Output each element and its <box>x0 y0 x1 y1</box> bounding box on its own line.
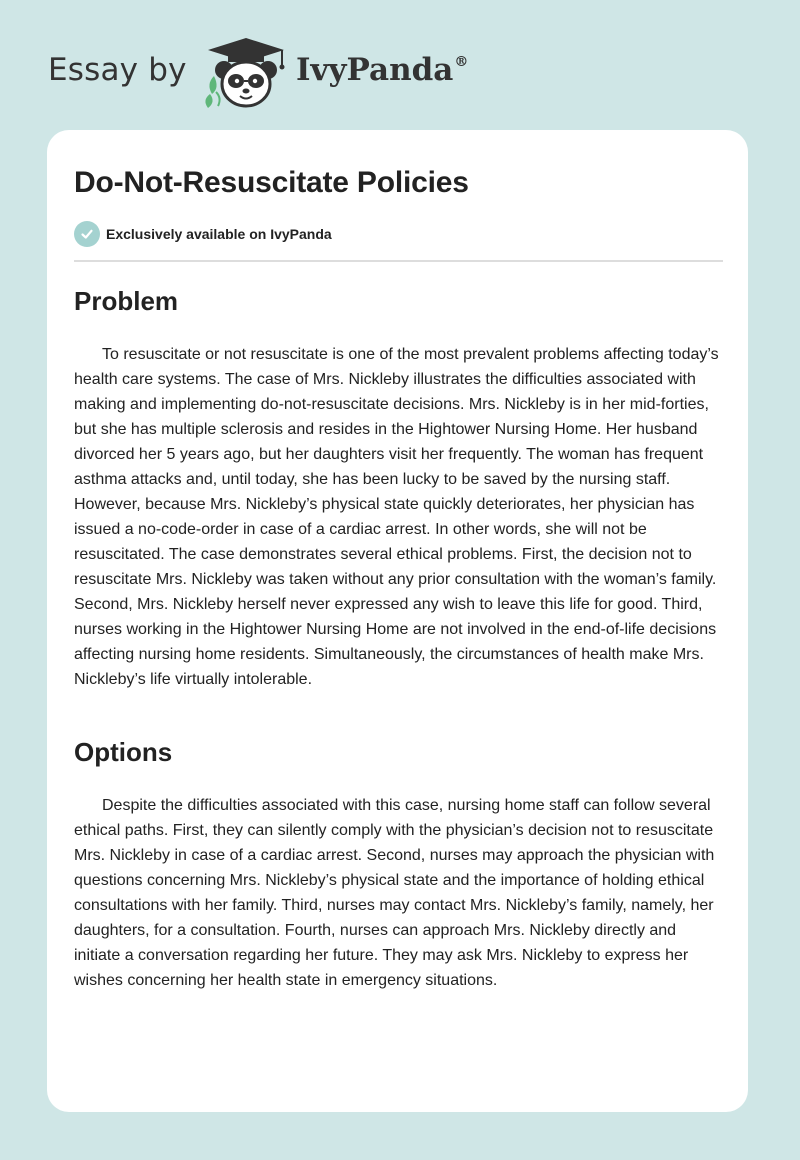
registered-mark: ® <box>454 54 469 70</box>
panda-graduate-icon[interactable] <box>200 36 292 110</box>
brand-header <box>48 36 568 110</box>
section-heading-problem: Problem <box>74 286 179 316</box>
section-heading-options: Options <box>74 737 173 767</box>
exclusive-badge-text: Exclusively available on IvyPanda <box>106 226 332 242</box>
brand-name[interactable] <box>296 52 468 88</box>
section-paragraph-options: Despite the difficulties associated with this case, nursing home staff can follow several ethical paths. First, they can silently comply with the physician’s decision not to resuscitate Mrs. Nickleby in case of a cardiac arrest. Second, nurses may approach the physician with questions concerning Mrs. Nickleby’s physical state and the importance of holding ethical consultations with her family. Third, nurses may contact Mrs. Nickleby’s family, namely, her daughters, for a consultation. Fourth, nurses can approach Mrs. Nickleby directly and initiate a conversation regarding her future. They may ask Mrs. Nickleby to express her wishes concerning her health state in emergency situations. <box>74 797 715 989</box>
section-paragraph-problem: To resuscitate or not resuscitate is one of the most prevalent problems affecting today’s health care systems. The case of Mrs. Nickleby illustrates the difficulties associated with making and implementing do-not-resuscitate decisions. Mrs. Nickleby is in her mid-forties, but she has multiple sclerosis and resides in the Hightower Nursing Home. Her husband divorced her 5 years ago, but her daughters visit her frequently. The woman has frequent asthma attacks and, until today, she has been lucky to be saved by the nursing staff. However, because Mrs. Nickleby’s physical state quickly deteriorates, her physician has issued a no-code-order in case of a cardiac arrest. In other words, she will not be resuscitated. The case demonstrates several ethical problems. First, the decision not to resuscitate Mrs. Nickleby was taken without any prior consultation with the woman’s family. Second, Mrs. Nickleby herself never expressed any wish to leave this life for good. Third, nurses working in the Hightower Nursing Home are not involved in the end-of-life decisions affecting nursing home residents. Simultaneously, the circumstances of health make Mrs. Nickleby’s life virtually intolerable. <box>74 346 719 688</box>
essay-card <box>47 130 748 1112</box>
check-icon <box>74 221 100 247</box>
brand-name-text: IvyPanda <box>296 52 454 88</box>
exclusive-badge <box>74 221 332 247</box>
brand-prefix: Essay by <box>48 52 187 88</box>
divider <box>74 260 723 262</box>
page-title: Do-Not-Resuscitate Policies <box>74 166 469 199</box>
